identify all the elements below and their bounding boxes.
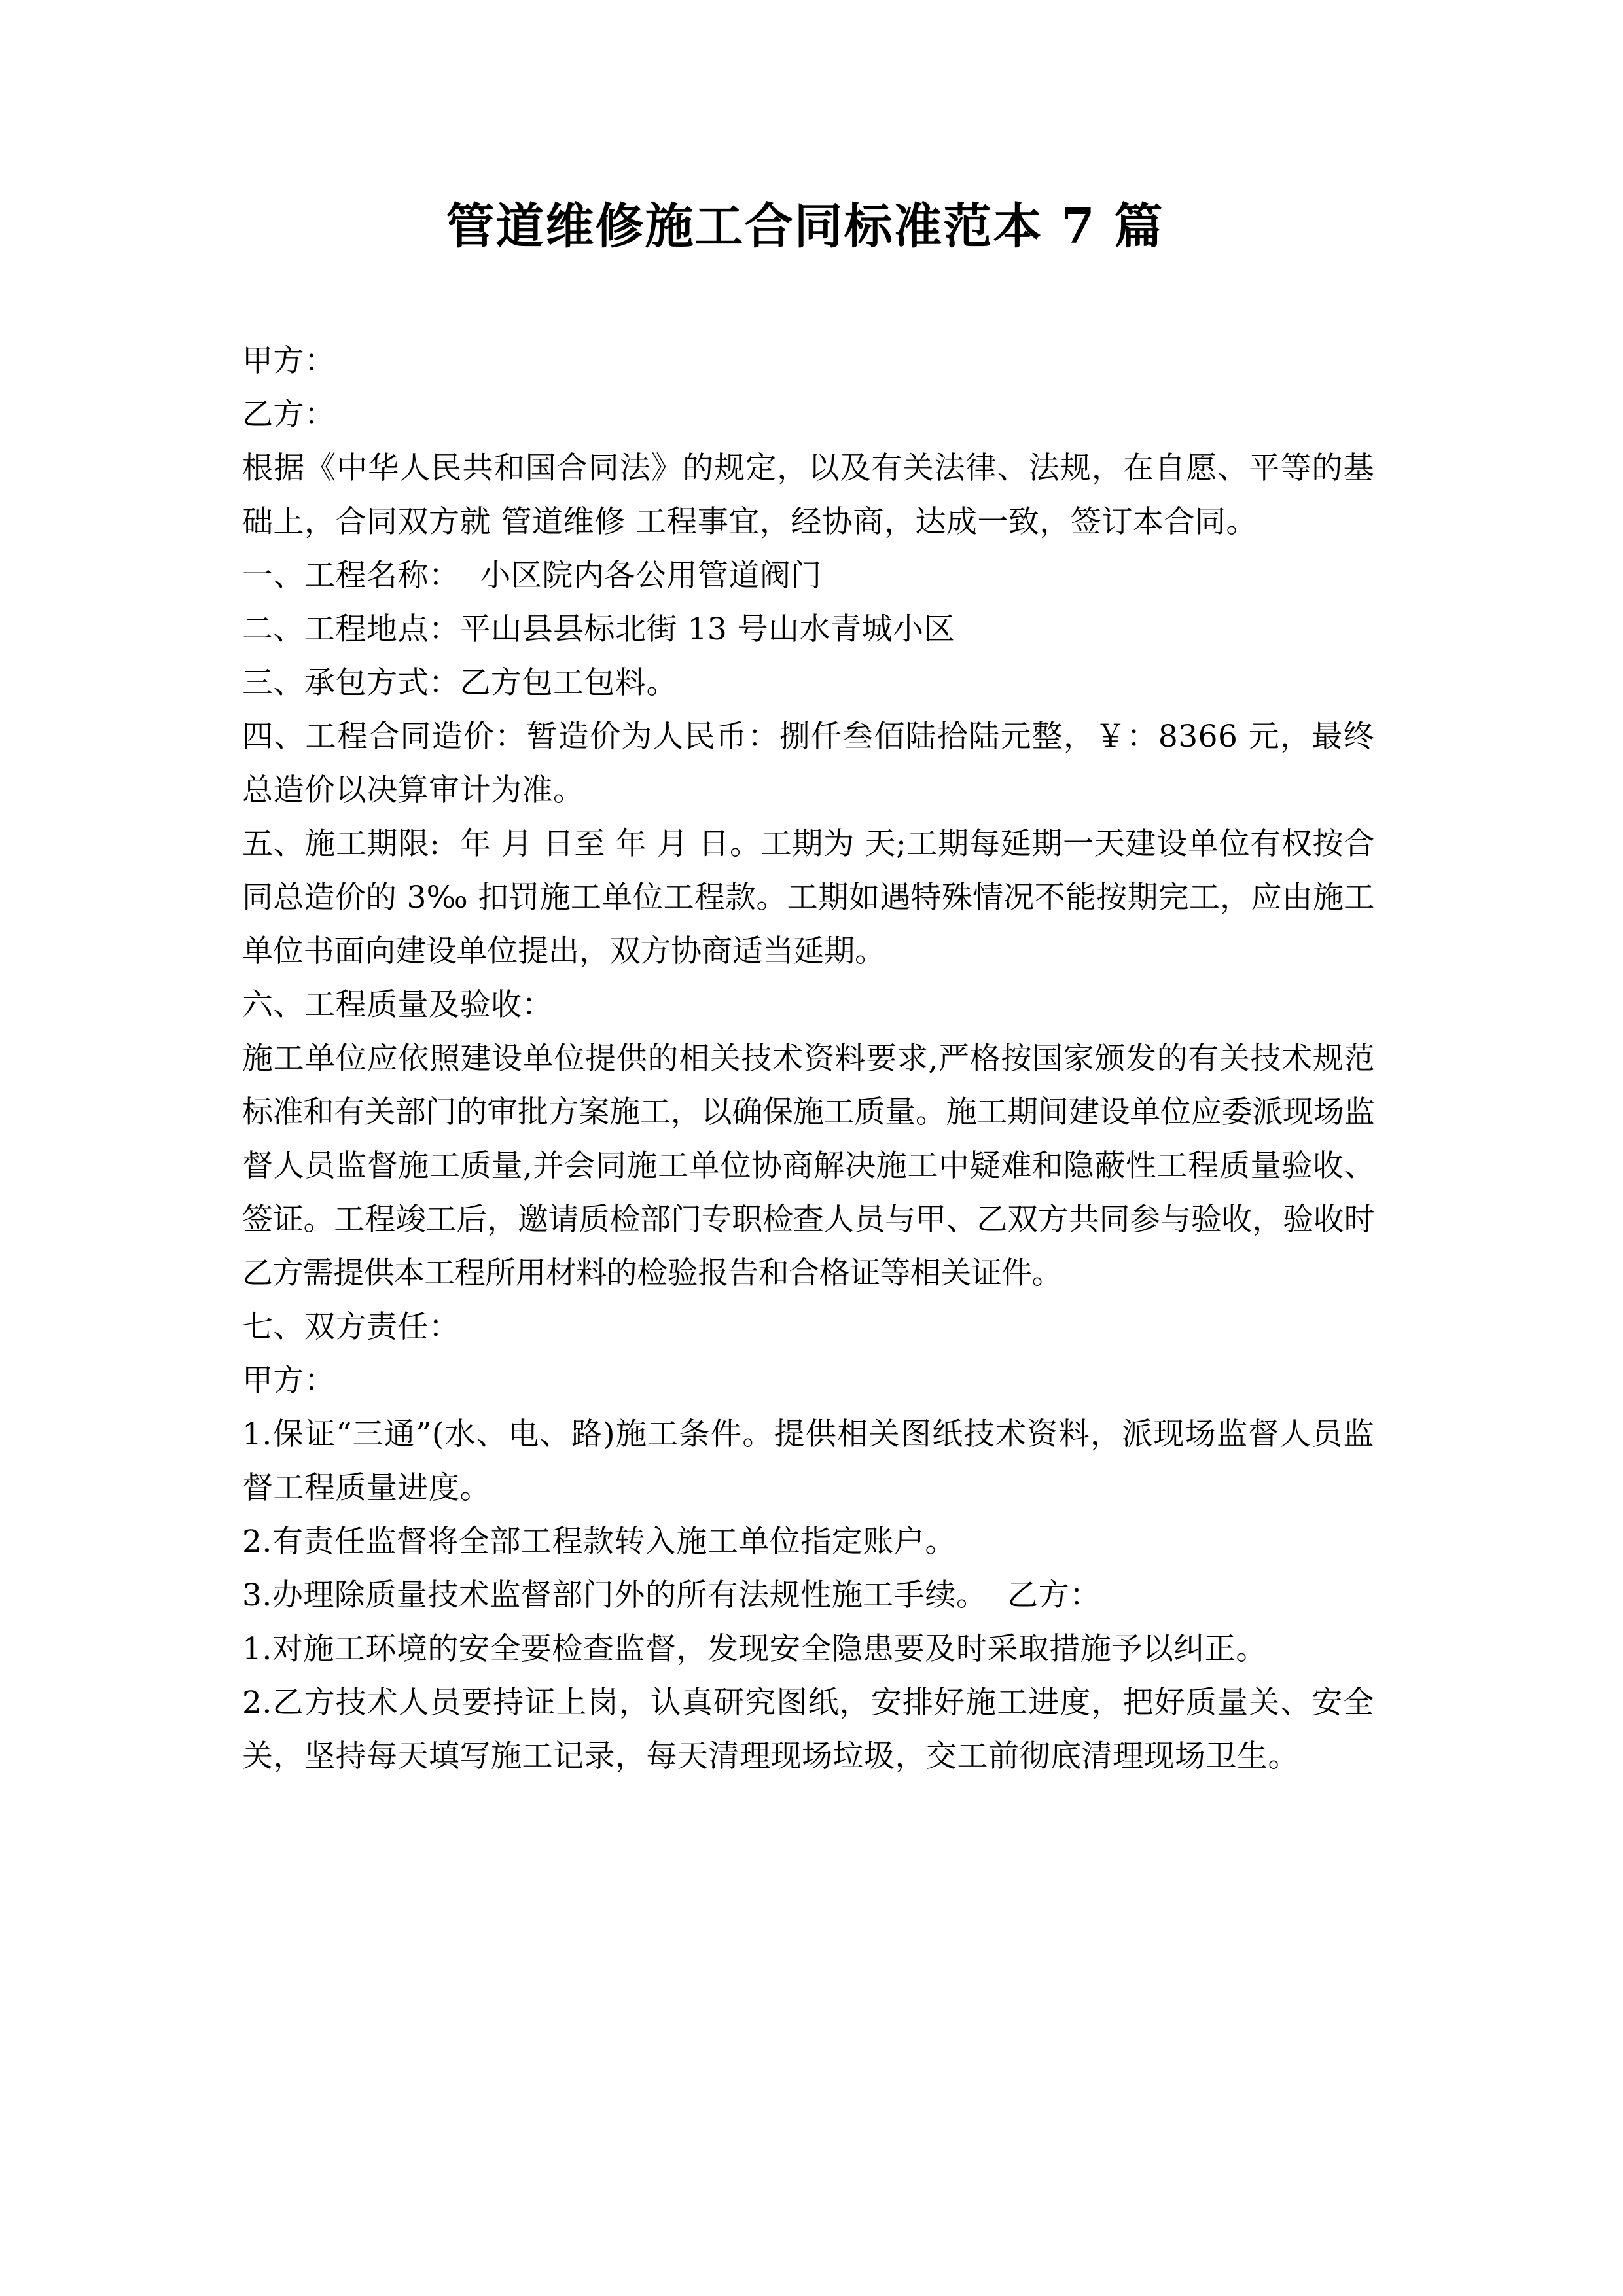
clause-construction-period: 五、施工期限: 年 月 日至 年 月 日。工期为 天;工期每延期一天建设单位有权按合同总造价的 3‰ 扣罚施工单位工程款。工期如遇特殊情况不能按期完工，应由施工单位书面向建设单位提出，双方协商适当延期。 — [242, 825, 1374, 969]
party-b-duty-2: 2.乙方技术人员要持证上岗，认真研究图纸，安排好施工进度，把好质量关、安全关，坚持每天填写施工记录，每天清理现场垃圾，交工前彻底清理现场卫生。 — [242, 1684, 1374, 1774]
party-a-duty-3: 3.办理除质量技术监督部门外的所有法规性施工手续。 乙方： — [242, 1577, 1101, 1613]
clause-responsibilities-heading: 七、双方责任： — [242, 1308, 460, 1345]
party-a-label: 甲方： — [242, 342, 336, 379]
document-body — [242, 334, 1374, 1784]
clause-contract-mode: 三、承包方式：乙方包工包料。 — [242, 664, 677, 701]
party-b-duty-1: 1.对施工环境的安全要检查监督，发现安全隐患要及时采取措施予以纠正。 — [242, 1630, 1267, 1667]
clause-quality-heading: 六、工程质量及验收： — [242, 986, 553, 1023]
party-a-duty-2: 2.有责任监督将全部工程款转入施工单位指定账户。 — [242, 1523, 956, 1560]
clause-project-name: 一、工程名称： 小区院内各公用管道阀门 — [242, 557, 822, 594]
party-b-label: 乙方： — [242, 396, 336, 433]
clause-project-location: 二、工程地点：平山县县标北街 13 号山水青城小区 — [242, 611, 955, 647]
clause-quality-body: 施工单位应依照建设单位提供的相关技术资料要求,严格按国家颁发的有关技术规范标准和有关部门的审批方案施工，以确保施工质量。施工期间建设单位应委派现场监督人员监督施工质量,并会同施工单位协商解决施工中疑难和隐蔽性工程质量验收、签证。工程竣工后，邀请质检部门专职检查人员与甲、乙双方共同参与验收，验收时乙方需提供本工程所用材料的检验报告和合格证等相关证件。 — [242, 1040, 1374, 1291]
clause-contract-price: 四、工程合同造价：暂造价为人民币：捌仟叁佰陆拾陆元整，￥：8366 元，最终总造价以决算审计为准。 — [242, 718, 1374, 808]
party-a-duty-1: 1.保证“三通”(水、电、路)施工条件。提供相关图纸技术资料，派现场监督人员监督工程质量进度。 — [242, 1416, 1374, 1506]
preamble-paragraph: 根据《中华人民共和国合同法》的规定，以及有关法律、法规，在自愿、平等的基础上，合同双方就 管道维修 工程事宜，经协商，达成一致，签订本合同。 — [242, 450, 1374, 540]
party-a-duties-label: 甲方： — [242, 1362, 336, 1399]
page-title: 管道维修施工合同标准范本 7 篇 — [446, 198, 1164, 255]
